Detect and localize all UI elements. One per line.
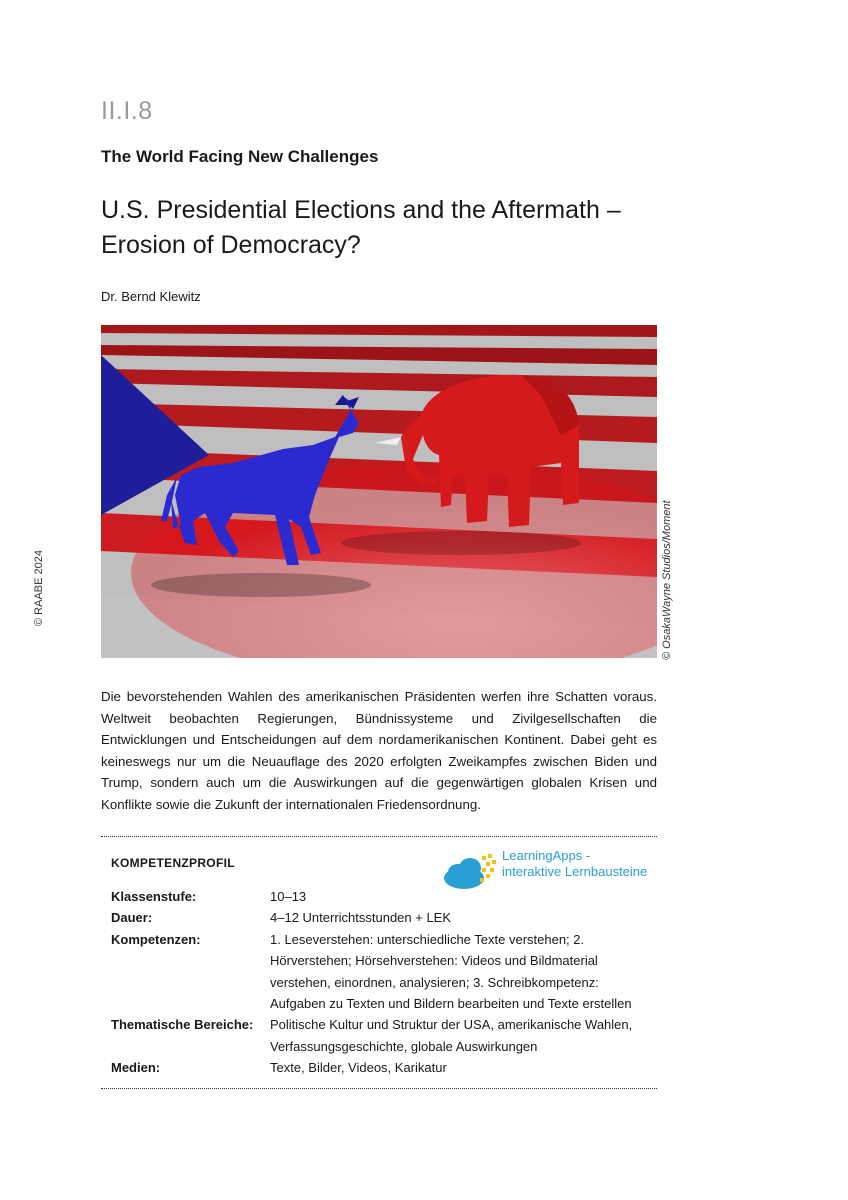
table-row <box>111 886 650 907</box>
profile-heading: KOMPETENZPROFIL <box>111 856 235 870</box>
section-code: II.I.8 <box>101 97 153 125</box>
row-value: Politische Kultur und Struktur der USA, amerikanische Wahlen, Verfassungsgeschichte, globale Auswirkungen <box>270 1017 633 1054</box>
divider-top <box>101 836 657 837</box>
intro-paragraph: Die bevorstehenden Wahlen des amerikanischen Präsidenten werfen ihre Schatten voraus. Weltweit beobachten Regierungen, Bündnissysteme und Zivilgesellschaften die Entwicklungen und Entscheidungen auf dem nordamerikanischen Kontinent. Dabei geht es keineswegs nur um die Neuauflage des 2020 erfolgten Zweikampfes zwischen Biden und Trump, sondern auch um die Auswirkungen auf die gegenwärtigen globalen Krisen und Konflikte sowie die Zukunft der internationalen Friedensordnung. <box>101 689 657 812</box>
learningapps-cloud-icon <box>442 852 498 890</box>
hero-image <box>101 325 657 658</box>
row-value: 1. Leseverstehen: unterschiedliche Texte verstehen; 2. Hörverstehen; Hörsehverstehen: Videos und Bildmaterial verstehen, einordnen, analysieren; 3. Schreibkompetenz: Aufgaben zu Texten und Bildern bearbeiten und Texte erstellen <box>270 931 632 1012</box>
table-row <box>111 1014 650 1057</box>
divider-bottom <box>101 1088 657 1089</box>
title-line-1: U.S. Presidential Elections and the Aftermath – <box>101 196 621 224</box>
learningapps-line-2: interaktive Lernbausteine <box>502 864 648 879</box>
learningapps-text <box>502 848 647 880</box>
page-title <box>101 193 701 263</box>
row-value: Texte, Bilder, Videos, Karikatur <box>270 1060 447 1076</box>
row-value: 10–13 <box>270 889 307 904</box>
row-label: Thematische Bereiche: <box>111 1017 254 1033</box>
author: Dr. Bernd Klewitz <box>101 289 201 304</box>
learningapps-logo[interactable] <box>442 846 662 890</box>
title-line-2: Erosion of Democracy? <box>101 231 361 259</box>
row-label: Kompetenzen: <box>111 931 201 947</box>
row-label: Dauer: <box>111 910 153 926</box>
table-row <box>111 1057 650 1078</box>
row-value: 4–12 Unterrichtsstunden + LEK <box>270 910 452 926</box>
learningapps-line-1: LearningApps - <box>502 848 591 863</box>
photo-credit: © OsakaWayne Studios/Moment <box>661 500 673 660</box>
series-title: The World Facing New Challenges <box>101 147 379 166</box>
row-label: Medien: <box>111 1060 161 1076</box>
row-label: Klassenstufe: <box>111 889 197 904</box>
table-row <box>111 929 650 1015</box>
donkey-elephant-flag-icon <box>101 325 657 658</box>
side-copyright: © RAABE 2024 <box>33 550 45 626</box>
profile-table <box>111 886 650 1079</box>
table-row <box>111 907 650 928</box>
